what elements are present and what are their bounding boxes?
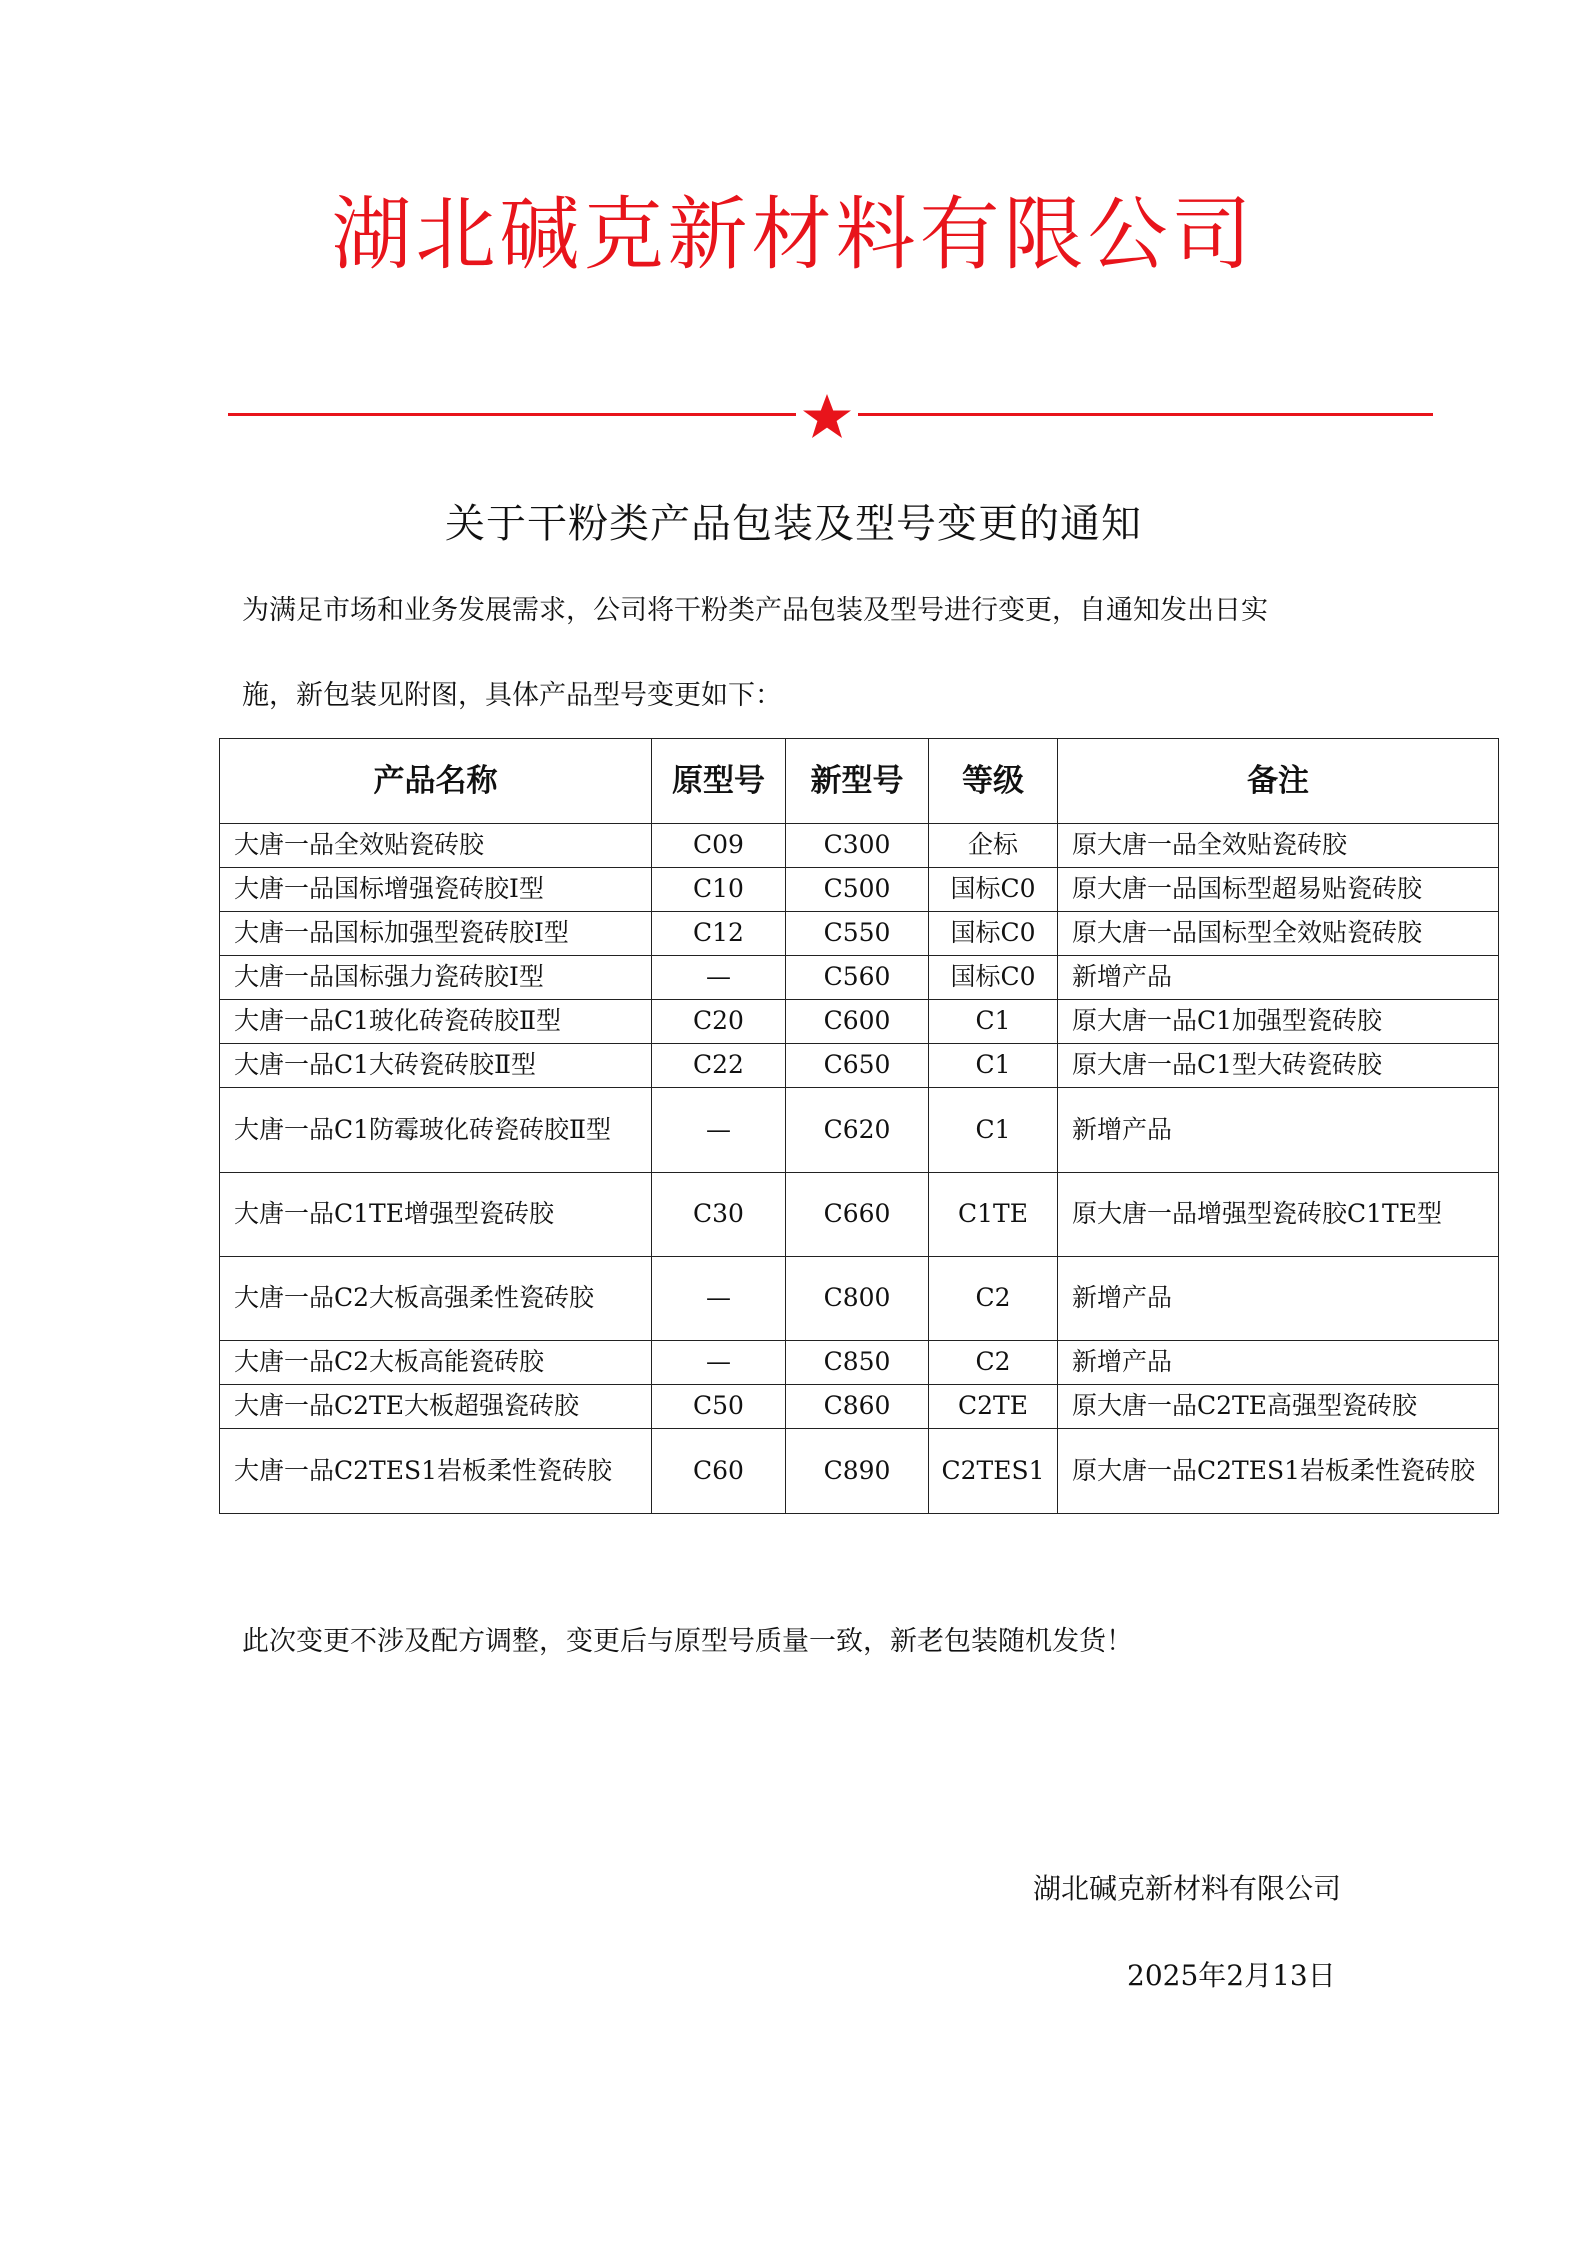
cell-grade: C2	[929, 1341, 1058, 1385]
cell-new-model: C600	[786, 1000, 929, 1044]
table-row	[220, 1385, 1499, 1429]
cell-old-model: —	[652, 1341, 786, 1385]
header-divider-right	[858, 413, 1433, 416]
cell-grade: C1	[929, 1044, 1058, 1088]
intro-paragraph-line-1: 为满足市场和业务发展需求，公司将干粉类产品包装及型号进行变更，自通知发出日实	[242, 595, 1268, 626]
cell-product-name: 大唐一品C1防霉玻化砖瓷砖胶Ⅱ型	[220, 1088, 652, 1173]
cell-new-model: C300	[786, 824, 929, 868]
cell-note: 原大唐一品C2TE高强型瓷砖胶	[1058, 1385, 1499, 1429]
product-model-table	[219, 738, 1499, 1514]
cell-note: 原大唐一品C2TES1岩板柔性瓷砖胶	[1058, 1429, 1499, 1514]
cell-grade: C2TES1	[929, 1429, 1058, 1514]
header-note: 备注	[1058, 739, 1499, 824]
signature-date: 2025年2月13日	[1127, 1959, 1336, 1992]
star-icon	[801, 393, 853, 439]
table-row	[220, 1088, 1499, 1173]
cell-old-model: C10	[652, 868, 786, 912]
cell-old-model: —	[652, 1088, 786, 1173]
table-row	[220, 956, 1499, 1000]
company-letterhead: 湖北碱克新材料有限公司	[331, 188, 1256, 281]
cell-product-name: 大唐一品全效贴瓷砖胶	[220, 824, 652, 868]
cell-product-name: 大唐一品C1TE增强型瓷砖胶	[220, 1173, 652, 1257]
header-old-model: 原型号	[652, 739, 786, 824]
header-divider-left	[228, 413, 796, 416]
cell-note: 原大唐一品增强型瓷砖胶C1TE型	[1058, 1173, 1499, 1257]
cell-old-model: —	[652, 956, 786, 1000]
notice-title: 关于干粉类产品包装及型号变更的通知	[445, 501, 1142, 547]
header-new-model: 新型号	[786, 739, 929, 824]
cell-new-model: C550	[786, 912, 929, 956]
cell-product-name: 大唐一品国标强力瓷砖胶Ⅰ型	[220, 956, 652, 1000]
cell-product-name: 大唐一品C2TE大板超强瓷砖胶	[220, 1385, 652, 1429]
cell-old-model: C30	[652, 1173, 786, 1257]
table-row	[220, 1044, 1499, 1088]
signature-company: 湖北碱克新材料有限公司	[1033, 1872, 1342, 1905]
cell-product-name: 大唐一品C2TES1岩板柔性瓷砖胶	[220, 1429, 652, 1514]
cell-note: 原大唐一品全效贴瓷砖胶	[1058, 824, 1499, 868]
cell-note: 原大唐一品国标型超易贴瓷砖胶	[1058, 868, 1499, 912]
cell-note: 原大唐一品C1型大砖瓷砖胶	[1058, 1044, 1499, 1088]
table-row	[220, 1000, 1499, 1044]
intro-paragraph-line-2: 施，新包装见附图，具体产品型号变更如下：	[242, 680, 782, 711]
cell-grade: 国标C0	[929, 912, 1058, 956]
cell-grade: C1	[929, 1000, 1058, 1044]
cell-note: 新增产品	[1058, 1257, 1499, 1341]
table-row	[220, 912, 1499, 956]
cell-new-model: C650	[786, 1044, 929, 1088]
cell-old-model: C50	[652, 1385, 786, 1429]
cell-new-model: C890	[786, 1429, 929, 1514]
cell-note: 新增产品	[1058, 1088, 1499, 1173]
header-product-name: 产品名称	[220, 739, 652, 824]
cell-product-name: 大唐一品C2大板高强柔性瓷砖胶	[220, 1257, 652, 1341]
cell-old-model: C09	[652, 824, 786, 868]
cell-note: 原大唐一品国标型全效贴瓷砖胶	[1058, 912, 1499, 956]
cell-grade: C1TE	[929, 1173, 1058, 1257]
cell-product-name: 大唐一品国标加强型瓷砖胶Ⅰ型	[220, 912, 652, 956]
cell-old-model: C20	[652, 1000, 786, 1044]
table-row	[220, 1341, 1499, 1385]
table-row	[220, 1257, 1499, 1341]
cell-note: 新增产品	[1058, 1341, 1499, 1385]
cell-new-model: C500	[786, 868, 929, 912]
cell-new-model: C620	[786, 1088, 929, 1173]
cell-product-name: 大唐一品C1玻化砖瓷砖胶Ⅱ型	[220, 1000, 652, 1044]
cell-old-model: C12	[652, 912, 786, 956]
table-row	[220, 1173, 1499, 1257]
cell-grade: C2TE	[929, 1385, 1058, 1429]
table-row	[220, 1429, 1499, 1514]
cell-grade: C2	[929, 1257, 1058, 1341]
cell-product-name: 大唐一品C2大板高能瓷砖胶	[220, 1341, 652, 1385]
cell-grade: 国标C0	[929, 868, 1058, 912]
cell-new-model: C850	[786, 1341, 929, 1385]
cell-new-model: C800	[786, 1257, 929, 1341]
cell-new-model: C660	[786, 1173, 929, 1257]
cell-old-model: C22	[652, 1044, 786, 1088]
cell-grade: 企标	[929, 824, 1058, 868]
cell-grade: 国标C0	[929, 956, 1058, 1000]
table-row	[220, 868, 1499, 912]
cell-note: 原大唐一品C1加强型瓷砖胶	[1058, 1000, 1499, 1044]
cell-note: 新增产品	[1058, 956, 1499, 1000]
table-header-row	[220, 739, 1499, 824]
cell-old-model: —	[652, 1257, 786, 1341]
closing-statement: 此次变更不涉及配方调整，变更后与原型号质量一致，新老包装随机发货！	[242, 1626, 1133, 1657]
cell-old-model: C60	[652, 1429, 786, 1514]
header-grade: 等级	[929, 739, 1058, 824]
cell-product-name: 大唐一品C1大砖瓷砖胶Ⅱ型	[220, 1044, 652, 1088]
cell-new-model: C560	[786, 956, 929, 1000]
cell-grade: C1	[929, 1088, 1058, 1173]
cell-new-model: C860	[786, 1385, 929, 1429]
cell-product-name: 大唐一品国标增强瓷砖胶Ⅰ型	[220, 868, 652, 912]
table-row	[220, 824, 1499, 868]
